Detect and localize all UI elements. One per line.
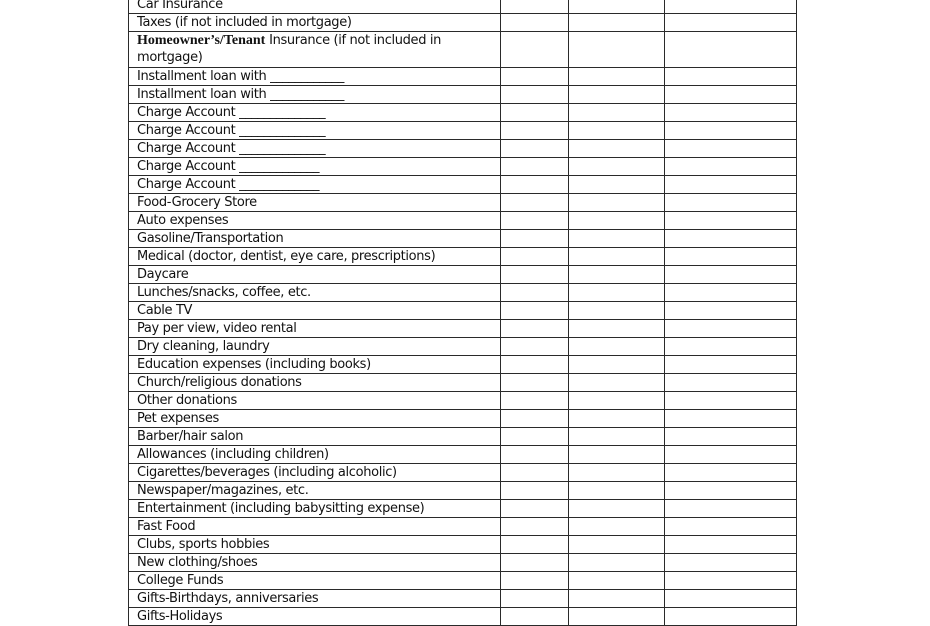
amount-cell-2[interactable]: [569, 338, 665, 356]
table-row: [129, 518, 797, 536]
expense-table: [128, 0, 797, 626]
amount-cell-2[interactable]: [569, 590, 665, 608]
amount-cell-3[interactable]: [665, 572, 797, 590]
amount-cell-1[interactable]: [501, 338, 569, 356]
table-row: [129, 608, 797, 626]
amount-cell-2[interactable]: [569, 104, 665, 122]
expense-label: [129, 338, 501, 356]
amount-cell-2[interactable]: [569, 122, 665, 140]
amount-cell-2[interactable]: [569, 266, 665, 284]
expense-label-text: Cigarettes/beverages (including alcoholic): [137, 465, 397, 480]
amount-cell-2[interactable]: [569, 572, 665, 590]
amount-cell-3[interactable]: [665, 500, 797, 518]
expense-label-text: Daycare: [137, 267, 189, 282]
table-row: [129, 248, 797, 266]
amount-cell-3[interactable]: [665, 518, 797, 536]
amount-cell-3[interactable]: [665, 86, 797, 104]
table-row: [129, 284, 797, 302]
amount-cell-2[interactable]: [569, 392, 665, 410]
expense-label-text: Other donations: [137, 393, 237, 408]
expense-label: [129, 14, 501, 32]
amount-cell-2[interactable]: [569, 464, 665, 482]
expense-label-text: Education expenses (including books): [137, 357, 371, 372]
amount-cell-2[interactable]: [569, 158, 665, 176]
amount-cell-3[interactable]: [665, 608, 797, 626]
expense-label-text: New clothing/shoes: [137, 555, 258, 570]
amount-cell-3[interactable]: [665, 14, 797, 32]
amount-cell-3[interactable]: [665, 374, 797, 392]
amount-cell-1[interactable]: [501, 572, 569, 590]
amount-cell-1[interactable]: [501, 0, 569, 14]
expense-label: [129, 428, 501, 446]
amount-cell-2[interactable]: [569, 356, 665, 374]
amount-cell-2[interactable]: [569, 302, 665, 320]
table-row: [129, 122, 797, 140]
expense-label: [129, 140, 501, 158]
expense-label-text: Charge Account _____________: [137, 177, 320, 192]
table-row: [129, 500, 797, 518]
expense-label: [129, 320, 501, 338]
amount-cell-2[interactable]: [569, 428, 665, 446]
amount-cell-2[interactable]: [569, 248, 665, 266]
expense-label: [129, 86, 501, 104]
amount-cell-1[interactable]: [501, 518, 569, 536]
table-row: [129, 194, 797, 212]
table-row: [129, 428, 797, 446]
amount-cell-1[interactable]: [501, 392, 569, 410]
amount-cell-1[interactable]: [501, 14, 569, 32]
amount-cell-1[interactable]: [501, 194, 569, 212]
amount-cell-1[interactable]: [501, 374, 569, 392]
amount-cell-1[interactable]: [501, 248, 569, 266]
table-row: [129, 374, 797, 392]
expense-label: [129, 68, 501, 86]
amount-cell-1[interactable]: [501, 230, 569, 248]
expense-label: [129, 410, 501, 428]
expense-label: [129, 266, 501, 284]
expense-label: [129, 122, 501, 140]
expense-label-text: Fast Food: [137, 519, 196, 534]
expense-label-text: Charge Account ______________: [137, 123, 326, 138]
amount-cell-3[interactable]: [665, 410, 797, 428]
expense-label-text: Taxes (if not included in mortgage): [137, 15, 352, 30]
amount-cell-3[interactable]: [665, 428, 797, 446]
table-row: [129, 338, 797, 356]
amount-cell-2[interactable]: [569, 608, 665, 626]
amount-cell-2[interactable]: [569, 518, 665, 536]
expense-label: [129, 374, 501, 392]
expense-label: [129, 284, 501, 302]
table-row: [129, 446, 797, 464]
expense-label-text: Charge Account _____________: [137, 159, 320, 174]
amount-cell-1[interactable]: [501, 68, 569, 86]
amount-cell-3[interactable]: [665, 302, 797, 320]
expense-label-text: College Funds: [137, 573, 224, 588]
table-row: [129, 230, 797, 248]
expense-label: [129, 608, 501, 626]
amount-cell-3[interactable]: [665, 392, 797, 410]
table-row: [129, 572, 797, 590]
amount-cell-3[interactable]: [665, 464, 797, 482]
amount-cell-1[interactable]: [501, 410, 569, 428]
expense-label: [129, 500, 501, 518]
amount-cell-3[interactable]: [665, 176, 797, 194]
expense-label-text: Installment loan with ____________: [137, 87, 344, 102]
expense-label-text: Pet expenses: [137, 411, 219, 426]
amount-cell-1[interactable]: [501, 266, 569, 284]
amount-cell-2[interactable]: [569, 374, 665, 392]
amount-cell-1[interactable]: [501, 500, 569, 518]
expense-label: [129, 518, 501, 536]
amount-cell-2[interactable]: [569, 482, 665, 500]
amount-cell-2[interactable]: [569, 176, 665, 194]
amount-cell-2[interactable]: [569, 32, 665, 68]
amount-cell-2[interactable]: [569, 0, 665, 14]
amount-cell-3[interactable]: [665, 122, 797, 140]
amount-cell-2[interactable]: [569, 536, 665, 554]
table-row: [129, 482, 797, 500]
expense-label: [129, 230, 501, 248]
table-row: [129, 410, 797, 428]
amount-cell-2[interactable]: [569, 194, 665, 212]
table-row: [129, 86, 797, 104]
expense-label-text: Insurance (if not included in mortgage): [137, 33, 442, 65]
amount-cell-1[interactable]: [501, 104, 569, 122]
expense-label-text: Allowances (including children): [137, 447, 329, 462]
amount-cell-3[interactable]: [665, 266, 797, 284]
expense-label-text: Gasoline/Transportation: [137, 231, 284, 246]
expense-label: [129, 446, 501, 464]
amount-cell-1[interactable]: [501, 554, 569, 572]
amount-cell-3[interactable]: [665, 68, 797, 86]
amount-cell-1[interactable]: [501, 446, 569, 464]
amount-cell-1[interactable]: [501, 212, 569, 230]
expense-label-text: Newspaper/magazines, etc.: [137, 483, 309, 498]
expense-label: [129, 248, 501, 266]
expense-label-text: Medical (doctor, dentist, eye care, prescriptions): [137, 249, 436, 264]
amount-cell-3[interactable]: [665, 212, 797, 230]
table-row: [129, 68, 797, 86]
expense-label-text: Dry cleaning, laundry: [137, 339, 270, 354]
amount-cell-3[interactable]: [665, 554, 797, 572]
expense-label: [129, 104, 501, 122]
expense-label-text: Car Insurance: [137, 0, 223, 12]
table-row: [129, 356, 797, 374]
expense-label: [129, 0, 501, 14]
budget-worksheet: [128, 0, 797, 626]
expense-label-text: Food-Grocery Store: [137, 195, 257, 210]
expense-label: [129, 536, 501, 554]
amount-cell-3[interactable]: [665, 158, 797, 176]
amount-cell-2[interactable]: [569, 554, 665, 572]
expense-label: [129, 482, 501, 500]
expense-label-text: Auto expenses: [137, 213, 229, 228]
amount-cell-2[interactable]: [569, 140, 665, 158]
amount-cell-3[interactable]: [665, 194, 797, 212]
expense-label-text: Pay per view, video rental: [137, 321, 297, 336]
expense-label: [129, 464, 501, 482]
expense-label-text: Lunches/snacks, coffee, etc.: [137, 285, 311, 300]
amount-cell-3[interactable]: [665, 140, 797, 158]
expense-label-text: Clubs, sports hobbies: [137, 537, 270, 552]
amount-cell-1[interactable]: [501, 428, 569, 446]
expense-label-text: Charge Account ______________: [137, 141, 326, 156]
expense-label-text: Cable TV: [137, 303, 193, 318]
amount-cell-1[interactable]: [501, 302, 569, 320]
amount-cell-2[interactable]: [569, 500, 665, 518]
expense-label-text: Gifts-Holidays: [137, 609, 223, 624]
amount-cell-1[interactable]: [501, 32, 569, 68]
amount-cell-1[interactable]: [501, 122, 569, 140]
expense-label: [129, 32, 501, 68]
amount-cell-3[interactable]: [665, 32, 797, 68]
amount-cell-3[interactable]: [665, 284, 797, 302]
expense-label: [129, 302, 501, 320]
amount-cell-1[interactable]: [501, 140, 569, 158]
table-row: [129, 212, 797, 230]
amount-cell-1[interactable]: [501, 590, 569, 608]
table-row: [129, 320, 797, 338]
amount-cell-3[interactable]: [665, 482, 797, 500]
expense-label-text: Entertainment (including babysitting expense): [137, 501, 425, 516]
table-row: [129, 302, 797, 320]
amount-cell-1[interactable]: [501, 482, 569, 500]
expense-label-text: Barber/hair salon: [137, 429, 244, 444]
amount-cell-1[interactable]: [501, 608, 569, 626]
amount-cell-1[interactable]: [501, 86, 569, 104]
table-row: [129, 14, 797, 32]
amount-cell-3[interactable]: [665, 446, 797, 464]
expense-label-bold: Homeowner’s/Tenant: [137, 33, 266, 48]
amount-cell-1[interactable]: [501, 356, 569, 374]
amount-cell-1[interactable]: [501, 536, 569, 554]
amount-cell-3[interactable]: [665, 338, 797, 356]
table-row: [129, 32, 797, 68]
amount-cell-3[interactable]: [665, 356, 797, 374]
amount-cell-1[interactable]: [501, 464, 569, 482]
expense-label: [129, 356, 501, 374]
table-row: [129, 0, 797, 14]
expense-label: [129, 158, 501, 176]
expense-label-text: Church/religious donations: [137, 375, 302, 390]
amount-cell-3[interactable]: [665, 0, 797, 14]
table-row: [129, 140, 797, 158]
amount-cell-2[interactable]: [569, 68, 665, 86]
amount-cell-2[interactable]: [569, 284, 665, 302]
table-row: [129, 392, 797, 410]
amount-cell-3[interactable]: [665, 590, 797, 608]
amount-cell-1[interactable]: [501, 320, 569, 338]
table-row: [129, 266, 797, 284]
table-row: [129, 464, 797, 482]
table-row: [129, 158, 797, 176]
table-row: [129, 590, 797, 608]
amount-cell-2[interactable]: [569, 212, 665, 230]
amount-cell-2[interactable]: [569, 320, 665, 338]
amount-cell-2[interactable]: [569, 230, 665, 248]
table-row: [129, 554, 797, 572]
amount-cell-1[interactable]: [501, 284, 569, 302]
amount-cell-2[interactable]: [569, 86, 665, 104]
amount-cell-3[interactable]: [665, 104, 797, 122]
amount-cell-3[interactable]: [665, 320, 797, 338]
expense-label: [129, 212, 501, 230]
table-row: [129, 176, 797, 194]
expense-label-text: Installment loan with ____________: [137, 69, 344, 84]
expense-label-text: Charge Account ______________: [137, 105, 326, 120]
amount-cell-1[interactable]: [501, 176, 569, 194]
expense-label: [129, 572, 501, 590]
amount-cell-2[interactable]: [569, 446, 665, 464]
amount-cell-1[interactable]: [501, 158, 569, 176]
amount-cell-3[interactable]: [665, 248, 797, 266]
expense-label-text: Gifts-Birthdays, anniversaries: [137, 591, 319, 606]
expense-label: [129, 554, 501, 572]
expense-label: [129, 176, 501, 194]
amount-cell-2[interactable]: [569, 410, 665, 428]
amount-cell-3[interactable]: [665, 230, 797, 248]
amount-cell-3[interactable]: [665, 536, 797, 554]
expense-label: [129, 392, 501, 410]
table-row: [129, 104, 797, 122]
amount-cell-2[interactable]: [569, 14, 665, 32]
expense-label: [129, 194, 501, 212]
expense-label: [129, 590, 501, 608]
table-row: [129, 536, 797, 554]
